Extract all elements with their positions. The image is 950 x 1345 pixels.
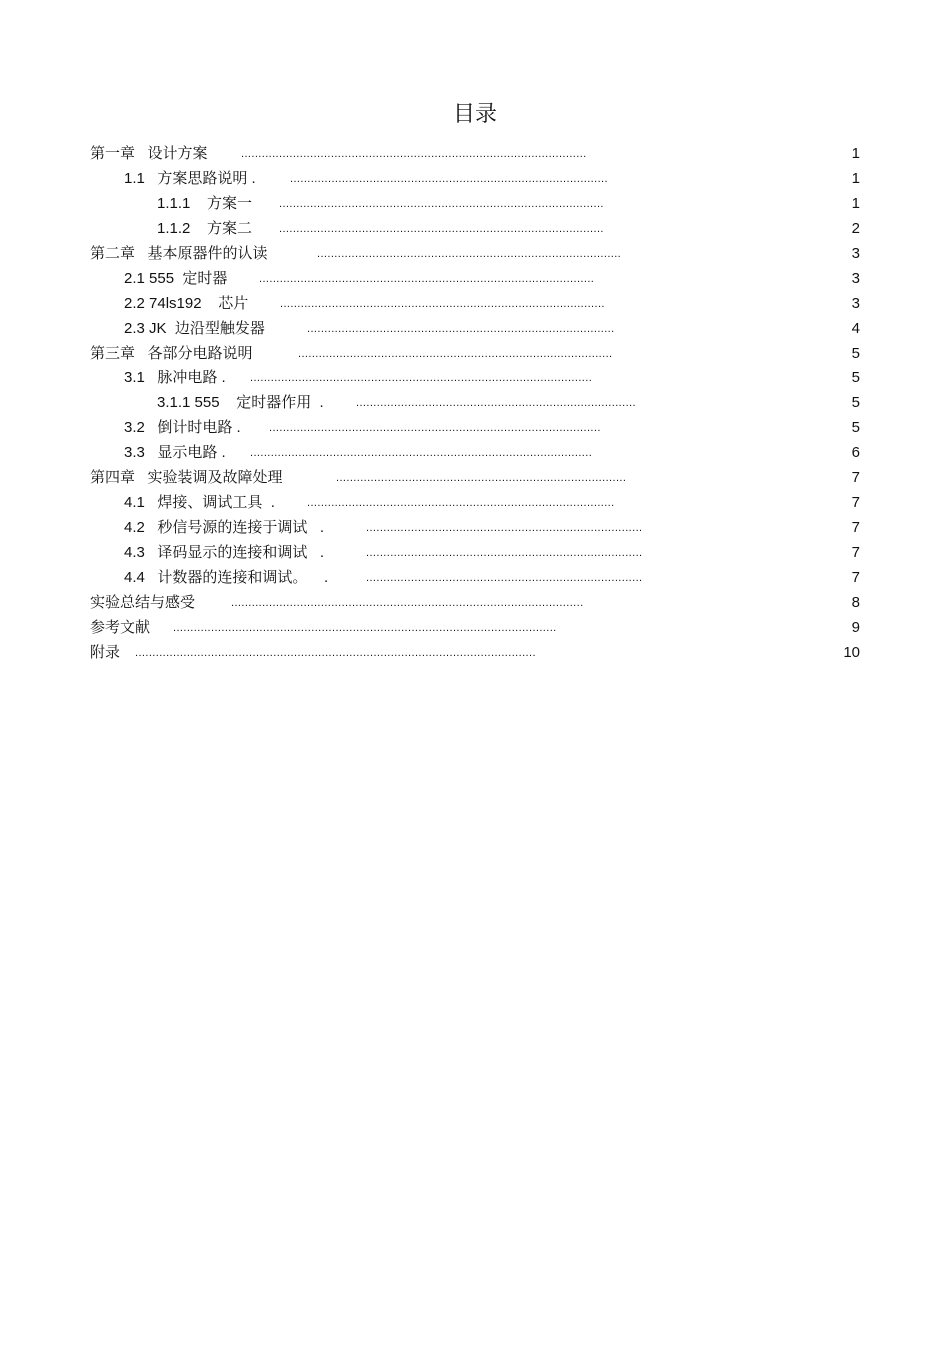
toc-entry [0, 541, 950, 566]
toc-entry-label: 实验总结与感受 [90, 593, 196, 611]
toc-entry-label: 附录 [90, 643, 121, 661]
toc-entry-page: 7 [851, 494, 860, 512]
toc-entry-page: 5 [851, 344, 860, 362]
toc-entry-label: 1.1.1 方案一 [157, 194, 253, 212]
toc-entry [0, 366, 950, 391]
toc-entry-label: 2.3 JK 边沿型触发器 [124, 319, 265, 337]
toc-entry-page: 4 [851, 319, 860, 337]
toc-leader-dots: ............................................................................................................... [173, 621, 557, 634]
toc-entry-page: 5 [851, 419, 860, 437]
toc-entry-page: 5 [851, 394, 860, 412]
toc-entry [0, 142, 950, 167]
toc-entry-page: 3 [851, 294, 860, 312]
toc-entry [0, 242, 950, 267]
toc-leader-dots: .............................................................................................. [279, 222, 604, 235]
toc-entry-page: 3 [851, 244, 860, 262]
toc-entry [0, 391, 950, 416]
toc-leader-dots: ........................................................................................... [298, 347, 613, 360]
toc-entry-label: 4.1 焊接、调试工具 . [124, 494, 275, 512]
toc-entry-page: 1 [851, 169, 860, 187]
toc-entry-page: 6 [851, 444, 860, 462]
toc-leader-dots: ......................................................................................... [307, 322, 615, 335]
toc-entry [0, 292, 950, 317]
toc-entry-page: 2 [851, 219, 860, 237]
toc-leader-dots: ........................................................................................ [317, 247, 622, 260]
toc-entry [0, 566, 950, 591]
toc-entry-page: 7 [851, 544, 860, 561]
toc-entry [0, 491, 950, 516]
toc-entry-label: 第二章 基本原器件的认读 [90, 244, 268, 262]
toc-entry-label: 4.4 计数器的连接和调试。 . [124, 568, 329, 586]
toc-entry-page: 1 [851, 145, 860, 162]
toc-leader-dots: ............................................................................................ [290, 172, 608, 185]
toc-entry [0, 267, 950, 292]
toc-entry [0, 317, 950, 342]
toc-leader-dots: ................................................................................................ [269, 422, 601, 435]
toc-entry-label: 第一章 设计方案 [90, 145, 208, 162]
toc-leader-dots: .................................................................................................... [241, 148, 587, 160]
toc-entry [0, 217, 950, 242]
toc-entry-label: 1.1 方案思路说明 . [124, 169, 256, 187]
toc-leader-dots: ................................................................................ [366, 522, 643, 535]
toc-entry-page: 7 [851, 519, 860, 537]
toc-leader-dots: ................................................................................................. [259, 272, 595, 285]
toc-entry-label: 3.1 脉冲电路 . [124, 369, 226, 387]
toc-title: 目录 [452, 102, 497, 127]
toc-entry-label: 2.1 555 定时器 [124, 269, 228, 287]
toc-entry [0, 591, 950, 616]
toc-entry [0, 192, 950, 217]
toc-entry-page: 8 [851, 593, 860, 611]
toc-leader-dots: ......................................................................................... [307, 497, 615, 510]
toc-leader-dots: ................................................................................. [356, 397, 636, 410]
toc-entry [0, 167, 950, 192]
toc-leader-dots: ................................................................................ [366, 571, 643, 584]
toc-leader-dots: ................................................................................ [366, 547, 643, 559]
toc-entry [0, 466, 950, 491]
toc-entry-label: 3.3 显示电路 . [124, 444, 226, 462]
toc-entry-label: 4.3 译码显示的连接和调试 . [124, 544, 325, 561]
toc-entry-label: 第四章 实验装调及故障处理 [90, 469, 283, 487]
toc-entry-page: 3 [851, 269, 860, 287]
toc-entry [0, 441, 950, 466]
toc-entry-page: 7 [851, 469, 860, 487]
toc-leader-dots: .............................................................................................. [280, 297, 605, 310]
toc-entry-page: 5 [851, 369, 860, 387]
toc-list [0, 142, 950, 666]
toc-entry-label: 3.2 倒计时电路 . [124, 419, 241, 437]
toc-leader-dots: ................................................................................................... [250, 447, 593, 460]
toc-leader-dots: ................................................................................................... [250, 372, 593, 385]
toc-leader-dots: .................................................................................................................... [135, 646, 536, 659]
toc-leader-dots: .................................................................................... [336, 472, 627, 485]
toc-entry [0, 616, 950, 641]
toc-entry-label: 第三章 各部分电路说明 [90, 344, 253, 362]
toc-entry-page: 1 [851, 194, 860, 212]
toc-entry-label: 3.1.1 555 定时器作用 . [157, 394, 324, 412]
toc-entry [0, 416, 950, 441]
toc-leader-dots: .............................................................................................. [279, 197, 604, 210]
toc-entry [0, 342, 950, 367]
toc-entry-label: 1.1.2 方案二 [157, 219, 253, 237]
toc-entry [0, 516, 950, 541]
toc-entry [0, 641, 950, 666]
toc-leader-dots: ...................................................................................................... [231, 596, 584, 609]
toc-entry-label: 2.2 74ls192 芯片 [124, 294, 249, 312]
toc-entry-label: 参考文献 [90, 618, 151, 636]
toc-entry-page: 9 [851, 618, 860, 636]
toc-entry-label: 4.2 秒信号源的连接于调试 . [124, 519, 325, 537]
toc-entry-page: 10 [843, 643, 860, 661]
toc-entry-page: 7 [851, 568, 860, 586]
